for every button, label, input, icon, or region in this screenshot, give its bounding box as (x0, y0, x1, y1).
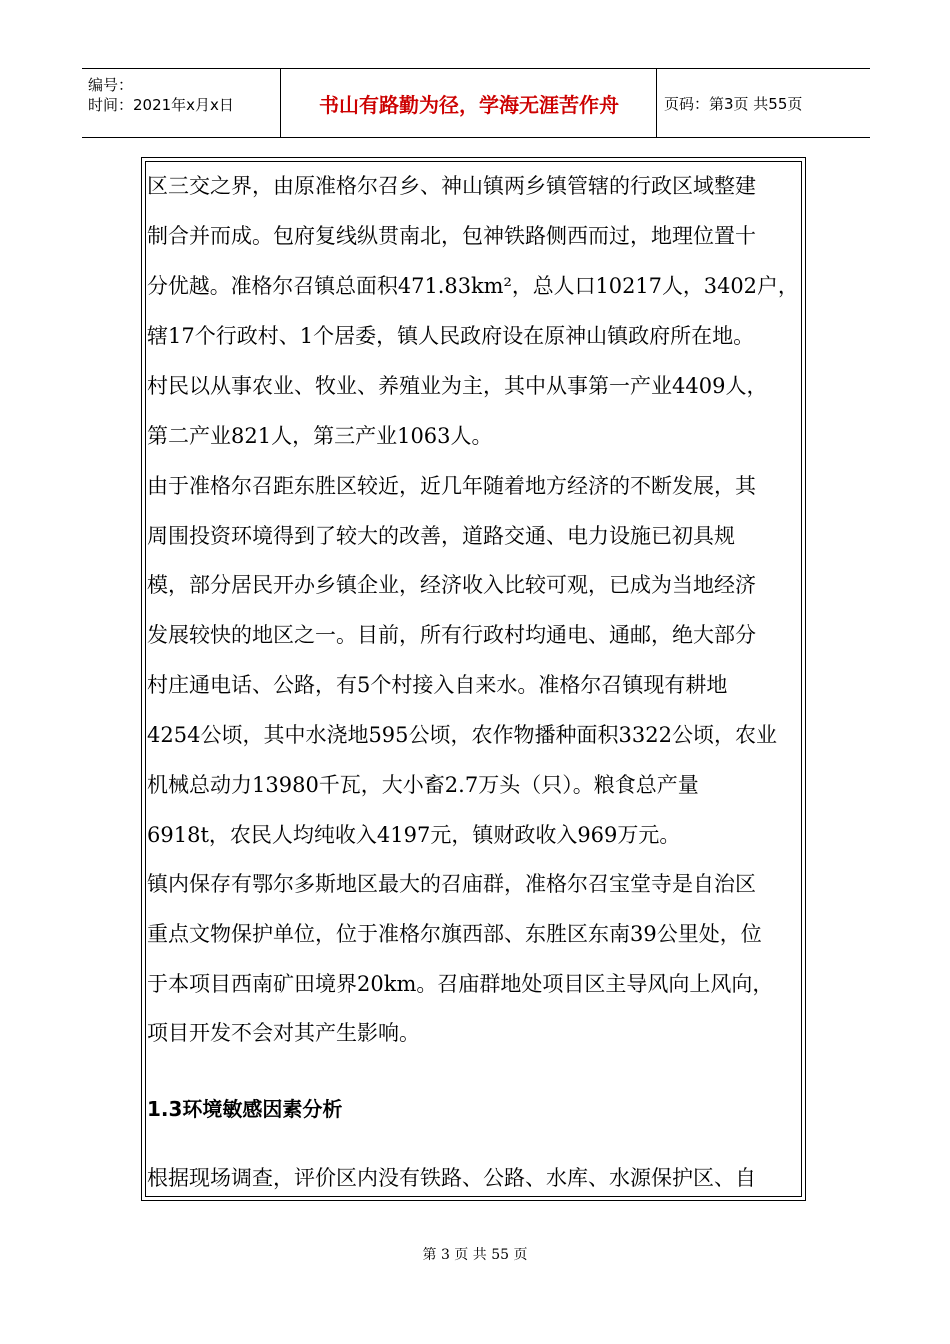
header-divider (656, 69, 657, 137)
body-line: 分优越。准格尔召镇总面积471.83km²，总人口10217人，3402户， (147, 274, 799, 298)
body-line: 重点文物保护单位，位于准格尔旗西部、东胜区东南39公里处，位 (147, 922, 762, 946)
body-line: 第二产业821人，第三产业1063人。 (147, 424, 493, 448)
body-line: 镇内保存有鄂尔多斯地区最大的召庙群，准格尔召宝堂寺是自治区 (147, 872, 756, 896)
body-line: 发展较快的地区之一。目前，所有行政村均通电、通邮，绝大部分 (147, 623, 756, 647)
header-motto: 书山有路勤为径，学海无涯苦作舟 (319, 92, 619, 117)
body-line: 4254公顷，其中水浇地595公顷，农作物播种面积3322公顷，农业 (147, 723, 777, 747)
body-line: 区三交之界，由原准格尔召乡、神山镇两乡镇管辖的行政区域整建 (147, 174, 756, 198)
body-line: 辖17个行政村、1个居委，镇人民政府设在原神山镇政府所在地。 (147, 324, 755, 348)
body-line: 于本项目西南矿田境界20km。召庙群地处项目区主导风向上风向， (147, 972, 774, 996)
page-footer: 第 3 页 共 55 页 (422, 1247, 528, 1263)
body-line: 项目开发不会对其产生影响。 (147, 1021, 420, 1045)
header-page-info: 页码：第3页 共55页 (664, 94, 803, 113)
date-label: 时间：2021年x月x日 (88, 96, 234, 114)
body-line: 根据现场调查，评价区内没有铁路、公路、水库、水源保护区、自 (147, 1166, 756, 1190)
number-label: 编号： (88, 76, 134, 94)
body-line: 模，部分居民开办乡镇企业，经济收入比较可观，已成为当地经济 (147, 573, 756, 597)
body-line: 6918t，农民人均纯收入4197元，镇财政收入969万元。 (147, 823, 681, 847)
section-heading: 1.3环境敏感因素分析 (147, 1097, 343, 1121)
page-header (82, 68, 870, 138)
body-line: 周围投资环境得到了较大的改善，道路交通、电力设施已初具规 (147, 524, 735, 548)
body-line: 村庄通电话、公路，有5个村接入自来水。准格尔召镇现有耕地 (147, 673, 728, 697)
body-line: 机械总动力13980千瓦，大小畜2.7万头（只）。粮食总产量 (147, 773, 699, 797)
body-line: 制合并而成。包府复线纵贯南北，包神铁路侧西而过，地理位置十 (147, 224, 756, 248)
header-meta (88, 75, 234, 115)
body-line: 由于准格尔召距东胜区较近，近几年随着地方经济的不断发展，其 (147, 474, 756, 498)
body-line: 村民以从事农业、牧业、养殖业为主，其中从事第一产业4409人， (147, 374, 768, 398)
header-divider (280, 69, 281, 137)
